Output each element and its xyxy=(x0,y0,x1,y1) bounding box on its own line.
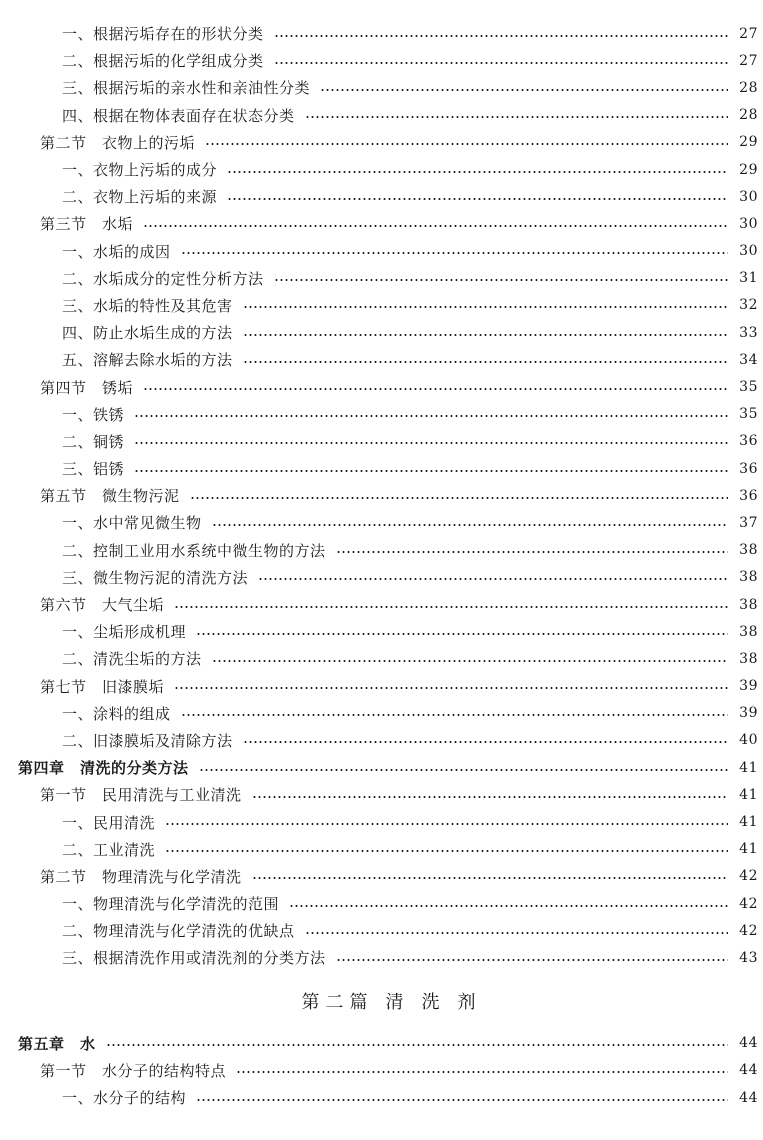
toc-entry-title: 第六节 大气尘垢 xyxy=(40,596,165,615)
toc-subsection-entry xyxy=(0,47,763,74)
toc-section-entry xyxy=(0,781,763,808)
toc-entry-page: 38 xyxy=(739,623,758,640)
toc-entry-page: 35 xyxy=(739,406,758,423)
toc-entry-page: 39 xyxy=(739,705,758,722)
dot-leader xyxy=(134,442,728,444)
dot-leader xyxy=(236,1071,728,1073)
toc-entry-title: 三、水垢的特性及其危害 xyxy=(62,296,233,315)
dot-leader xyxy=(181,714,728,716)
dot-leader xyxy=(252,877,728,879)
dot-leader xyxy=(205,143,728,145)
dot-leader xyxy=(196,633,728,635)
toc-entry-title: 二、物理清洗与化学清洗的优缺点 xyxy=(62,922,295,941)
toc-subsection-entry xyxy=(0,564,763,591)
toc-entry-page: 42 xyxy=(739,868,758,885)
toc-entry-page: 44 xyxy=(739,1089,758,1106)
toc-entry-title: 第七节 旧漆膜垢 xyxy=(40,677,165,696)
dot-leader xyxy=(165,823,728,825)
toc-entry-title: 一、铁锈 xyxy=(62,405,125,424)
toc-subsection-entry xyxy=(0,238,763,265)
toc-section-entry xyxy=(0,1057,763,1084)
toc-entry-page: 40 xyxy=(739,732,758,749)
dot-leader xyxy=(336,959,728,961)
toc-entry-title: 一、民用清洗 xyxy=(62,813,156,832)
dot-leader xyxy=(143,388,728,390)
toc-entry-title: 二、铜锈 xyxy=(62,432,125,451)
toc-entry-page: 33 xyxy=(739,324,758,341)
part-title-char: 清 xyxy=(385,991,410,1013)
toc-subsection-entry xyxy=(0,265,763,292)
toc-subsection-entry xyxy=(0,836,763,863)
toc-entry-page: 29 xyxy=(739,161,758,178)
toc-section-entry xyxy=(0,591,763,618)
toc-section-entry xyxy=(0,863,763,890)
dot-leader xyxy=(274,62,728,64)
toc-entry-title: 第一节 民用清洗与工业清洗 xyxy=(40,786,242,805)
toc-entry-title: 第五节 微生物污泥 xyxy=(40,487,180,506)
toc-entry-title: 一、水垢的成因 xyxy=(62,242,171,261)
dot-leader xyxy=(243,361,728,363)
toc-section-entry xyxy=(0,373,763,400)
toc-section-entry xyxy=(0,673,763,700)
toc-entry-page: 38 xyxy=(739,542,758,559)
dot-leader xyxy=(258,578,728,580)
dot-leader xyxy=(143,225,728,227)
dot-leader xyxy=(190,497,728,499)
toc-entry-title: 二、控制工业用水系统中微生物的方法 xyxy=(62,541,326,560)
dot-leader xyxy=(243,334,728,336)
toc-subsection-entry xyxy=(0,618,763,645)
toc-subsection-entry xyxy=(0,346,763,373)
part-title-char: 剂 xyxy=(457,991,482,1013)
toc-entry-title: 第五章 水 xyxy=(18,1034,96,1053)
toc-subsection-entry xyxy=(0,428,763,455)
part-title-char: 洗 xyxy=(421,991,446,1013)
toc-entry-title: 一、水分子的结构 xyxy=(62,1089,187,1108)
toc-subsection-entry xyxy=(0,183,763,210)
toc-entry-page: 38 xyxy=(739,650,758,667)
toc-entry-page: 38 xyxy=(739,569,758,586)
toc-entry-title: 一、尘垢形成机理 xyxy=(62,623,187,642)
toc-entry-page: 44 xyxy=(739,1035,758,1052)
toc-subsection-entry xyxy=(0,1084,763,1111)
toc-chapter-entry xyxy=(0,1030,763,1057)
toc-entry-page: 27 xyxy=(739,52,758,69)
toc-entry-page: 38 xyxy=(739,596,758,613)
toc-entry-page: 36 xyxy=(739,433,758,450)
toc-chapter-entry xyxy=(0,754,763,781)
toc-entry-page: 39 xyxy=(739,678,758,695)
toc-entry-page: 34 xyxy=(739,351,758,368)
toc-entry-page: 28 xyxy=(739,107,758,124)
toc-entry-title: 一、衣物上污垢的成分 xyxy=(62,161,218,180)
dot-leader xyxy=(305,116,728,118)
toc-entry-title: 四、根据在物体表面存在状态分类 xyxy=(62,106,295,125)
toc-entry-page: 41 xyxy=(739,786,758,803)
toc-subsection-entry xyxy=(0,727,763,754)
toc-entry-title: 二、旧漆膜垢及清除方法 xyxy=(62,731,233,750)
toc-entry-page: 42 xyxy=(739,922,758,939)
toc-entry-page: 41 xyxy=(739,841,758,858)
table-of-contents xyxy=(0,20,763,1111)
toc-entry-title: 第四章 清洗的分类方法 xyxy=(18,759,189,778)
toc-entry-page: 44 xyxy=(739,1062,758,1079)
toc-subsection-entry xyxy=(0,74,763,101)
toc-subsection-entry xyxy=(0,700,763,727)
dot-leader xyxy=(274,35,728,37)
toc-entry-title: 一、水中常见微生物 xyxy=(62,514,202,533)
toc-entry-page: 41 xyxy=(739,814,758,831)
toc-entry-page: 28 xyxy=(739,79,758,96)
toc-entry-page: 37 xyxy=(739,514,758,531)
toc-entry-page: 41 xyxy=(739,759,758,776)
toc-subsection-entry xyxy=(0,890,763,917)
toc-subsection-entry xyxy=(0,509,763,536)
toc-entry-page: 36 xyxy=(739,487,758,504)
dot-leader xyxy=(134,470,728,472)
toc-section-entry xyxy=(0,210,763,237)
dot-leader xyxy=(243,306,728,308)
toc-subsection-entry xyxy=(0,645,763,672)
dot-leader xyxy=(212,524,728,526)
toc-subsection-entry xyxy=(0,401,763,428)
dot-leader xyxy=(165,850,728,852)
toc-subsection-entry xyxy=(0,292,763,319)
toc-entry-page: 29 xyxy=(739,134,758,151)
toc-entry-page: 42 xyxy=(739,895,758,912)
dot-leader xyxy=(243,741,728,743)
toc-entry-page: 27 xyxy=(739,25,758,42)
dot-leader xyxy=(227,171,728,173)
toc-entry-title: 一、物理清洗与化学清洗的范围 xyxy=(62,895,280,914)
toc-entry-title: 一、根据污垢存在的形状分类 xyxy=(62,25,264,44)
toc-entry-title: 第二节 物理清洗与化学清洗 xyxy=(40,867,242,886)
toc-entry-page: 32 xyxy=(739,297,758,314)
toc-section-entry xyxy=(0,129,763,156)
dot-leader xyxy=(227,198,728,200)
toc-entry-title: 二、水垢成分的定性分析方法 xyxy=(62,269,264,288)
toc-entry-title: 四、防止水垢生成的方法 xyxy=(62,324,233,343)
toc-entry-page: 30 xyxy=(739,188,758,205)
toc-subsection-entry xyxy=(0,156,763,183)
toc-entry-title: 三、铝锈 xyxy=(62,460,125,479)
toc-subsection-entry xyxy=(0,537,763,564)
toc-entry-title: 一、涂料的组成 xyxy=(62,704,171,723)
dot-leader xyxy=(134,415,728,417)
toc-subsection-entry xyxy=(0,20,763,47)
dot-leader xyxy=(252,796,728,798)
toc-entry-title: 三、根据污垢的亲水性和亲油性分类 xyxy=(62,79,311,98)
dot-leader xyxy=(305,932,728,934)
toc-entry-title: 五、溶解去除水垢的方法 xyxy=(62,351,233,370)
toc-entry-page: 36 xyxy=(739,460,758,477)
dot-leader xyxy=(212,660,728,662)
dot-leader xyxy=(289,905,728,907)
toc-entry-title: 第四节 锈垢 xyxy=(40,378,134,397)
part-number: 第二篇 xyxy=(301,991,374,1013)
dot-leader xyxy=(174,606,728,608)
toc-entries-before xyxy=(0,20,763,972)
toc-entry-page: 31 xyxy=(739,270,758,287)
toc-entry-title: 二、根据污垢的化学组成分类 xyxy=(62,52,264,71)
toc-entry-title: 第一节 水分子的结构特点 xyxy=(40,1061,227,1080)
toc-entry-title: 二、清洗尘垢的方法 xyxy=(62,650,202,669)
toc-section-entry xyxy=(0,482,763,509)
toc-entry-page: 43 xyxy=(739,949,758,966)
toc-entry-title: 三、微生物污泥的清洗方法 xyxy=(62,568,249,587)
dot-leader xyxy=(106,1044,728,1046)
dot-leader xyxy=(181,252,728,254)
toc-entry-title: 二、衣物上污垢的来源 xyxy=(62,188,218,207)
dot-leader xyxy=(196,1099,728,1101)
toc-entry-title: 二、工业清洗 xyxy=(62,840,156,859)
dot-leader xyxy=(274,279,728,281)
toc-subsection-entry xyxy=(0,455,763,482)
toc-subsection-entry xyxy=(0,102,763,129)
dot-leader xyxy=(199,769,728,771)
dot-leader xyxy=(336,551,728,553)
dot-leader xyxy=(320,89,728,91)
toc-entry-page: 30 xyxy=(739,243,758,260)
toc-subsection-entry xyxy=(0,917,763,944)
part-heading xyxy=(0,972,763,1030)
toc-entries-after xyxy=(0,1030,763,1112)
toc-entry-title: 三、根据清洗作用或清洗剂的分类方法 xyxy=(62,949,326,968)
toc-entry-page: 35 xyxy=(739,379,758,396)
dot-leader xyxy=(174,687,728,689)
toc-subsection-entry xyxy=(0,944,763,971)
toc-entry-page: 30 xyxy=(739,215,758,232)
toc-entry-title: 第三节 水垢 xyxy=(40,215,134,234)
toc-subsection-entry xyxy=(0,319,763,346)
toc-subsection-entry xyxy=(0,808,763,835)
toc-entry-title: 第二节 衣物上的污垢 xyxy=(40,133,196,152)
